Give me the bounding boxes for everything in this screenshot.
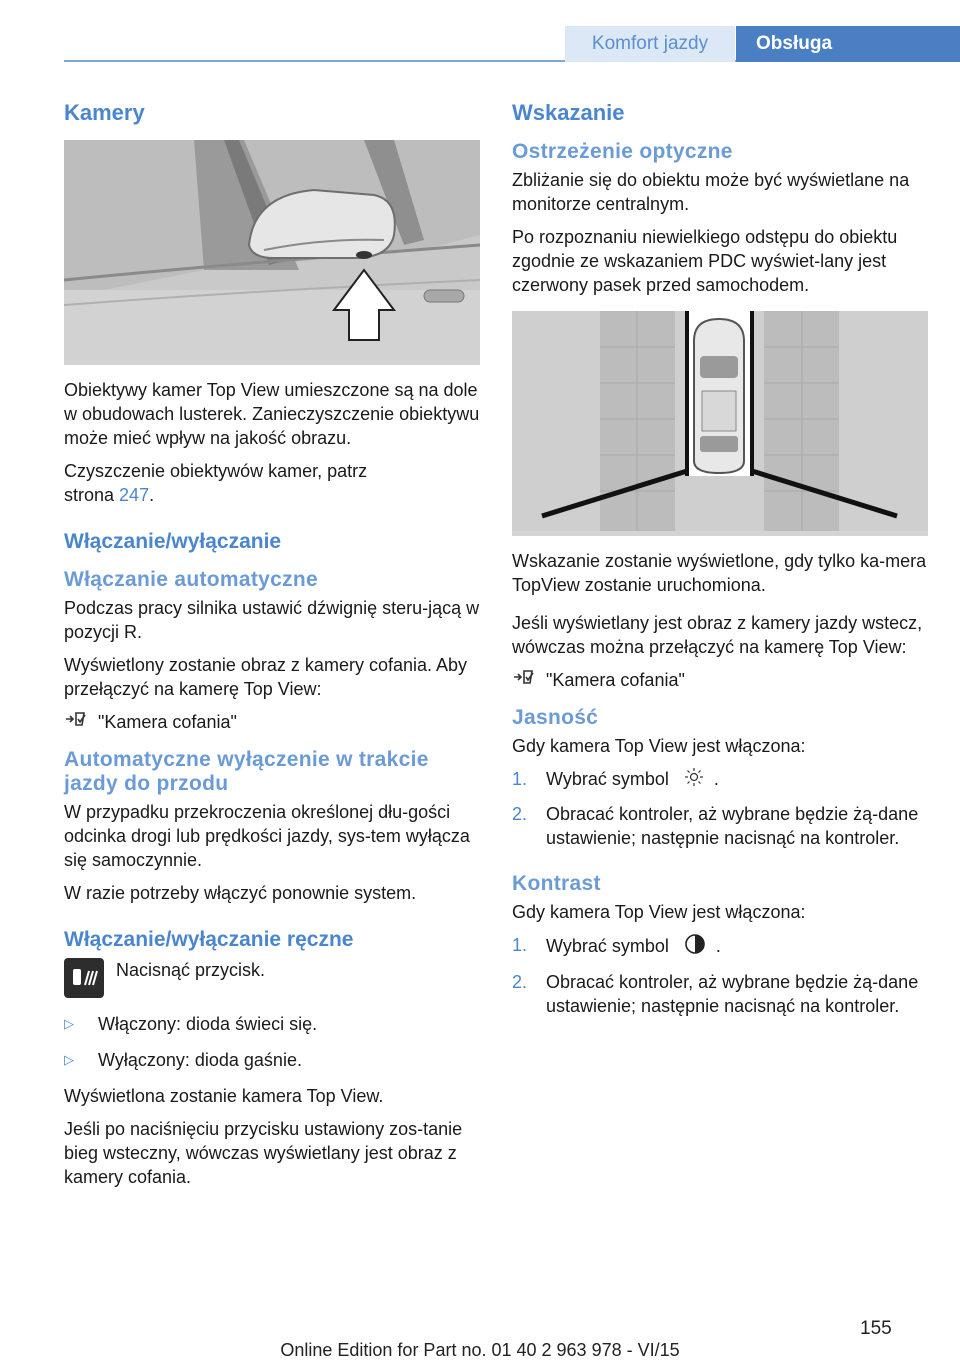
rear-camera-label-right: "Kamera cofania"	[546, 670, 685, 690]
sun-icon	[684, 767, 704, 793]
heading-display: Wskazanie	[512, 100, 625, 125]
heading-optical: Ostrzeżenie optyczne	[512, 140, 733, 163]
section-tab[interactable]: Komfort jazdy	[565, 26, 735, 62]
heading-on-off: Włączanie/wyłączanie	[64, 530, 282, 553]
list-item	[512, 767, 928, 793]
heading-manual: Włączanie/wyłączanie ręczne	[64, 928, 354, 951]
cleaning-page-word: strona	[64, 485, 115, 505]
contrast-intro: Gdy kamera Top View jest włączona:	[512, 902, 806, 923]
heading-auto-off: Automatyczne wyłączenie w trakcie jazdy do przodu	[64, 748, 429, 795]
triangle-bullet-icon: ▷	[64, 1052, 74, 1067]
chapter-tab[interactable]: Obsługa	[736, 26, 960, 62]
lenses-text: Obiektywy kamer Top View umieszczone są na dole w obudowach lusterek. Zanieczyszczenie obiektywu może mieć wpływ na jakość obrazu.	[64, 380, 480, 448]
right-column	[512, 100, 928, 1027]
auto-text-2: Wyświetlony zostanie obraz z kamery cofania. Aby przełączyć na kamerę Top View:	[64, 655, 468, 699]
step-text: Obracać kontroler, aż wybrane będzie żą‐dane ustawienie; następnie nacisnąć na kontroler.	[546, 972, 919, 1017]
list-item	[512, 802, 928, 850]
park-view-button-icon	[64, 958, 104, 998]
step-end: .	[715, 936, 721, 956]
button-row	[64, 958, 480, 998]
left-column	[64, 100, 480, 1198]
camera-icon	[64, 710, 98, 734]
step-number: 2.	[512, 972, 528, 993]
optical-text-1: Zbliżanie się do obiektu może być wyświetlane na monitorze centralnym.	[512, 170, 910, 214]
contrast-icon	[684, 933, 706, 961]
brightness-steps	[512, 767, 928, 850]
rear-camera-line-right	[512, 668, 928, 692]
list-item	[64, 1012, 480, 1036]
step-number: 1.	[512, 769, 528, 789]
press-button-text: Nacisnąć przycisk.	[116, 960, 266, 980]
step-number: 1.	[512, 935, 528, 956]
cleaning-ref-text: Czyszczenie obiektywów kamer, patrz	[64, 461, 368, 481]
step-number: 2.	[512, 804, 528, 825]
heading-contrast: Kontrast	[512, 872, 601, 896]
bullet-on-text: Włączony: dioda świeci się.	[98, 1014, 318, 1034]
rear-camera-line	[64, 710, 480, 734]
auto-off-text-2: W razie potrzeby włączyć ponownie system.	[64, 883, 417, 903]
camera-icon	[512, 668, 546, 692]
led-status-list	[64, 1012, 480, 1072]
list-item	[512, 970, 928, 1018]
top-view-display-image	[512, 311, 928, 536]
list-item	[512, 933, 928, 961]
rear-camera-label: "Kamera cofania"	[98, 712, 237, 732]
step-end: .	[713, 769, 719, 789]
auto-text-1: Podczas pracy silnika ustawić dźwignię steru‐jącą w pozycji R.	[64, 598, 480, 642]
edition-footer: Online Edition for Part no. 01 40 2 963 978 - VI/15	[280, 1340, 680, 1360]
step-text: Obracać kontroler, aż wybrane będzie żą‐dane ustawienie; następnie nacisnąć na kontroler.	[546, 804, 919, 849]
auto-off-text-1: W przypadku przekroczenia określonej dłu‐gości odcinka drogi lub prędkości jazdy, sys‐tem wyłącza się samoczynnie.	[64, 802, 470, 870]
bullet-off-text: Wyłączony: dioda gaśnie.	[98, 1050, 302, 1070]
list-item	[64, 1048, 480, 1072]
step-text: Wybrać symbol	[546, 936, 669, 956]
shown-text: Wskazanie zostanie wyświetlone, gdy tylko ka‐mera TopView zostanie uruchomiona.	[512, 551, 927, 595]
manual-text-1: Wyświetlona zostanie kamera Top View.	[64, 1086, 384, 1106]
optical-text-2: Po rozpoznaniu niewielkiego odstępu do obiektu zgodnie ze wskazaniem PDC wyświet‐lany jest czerwony pasek przed samochodem.	[512, 227, 898, 295]
heading-auto-on: Włączanie automatyczne	[64, 568, 319, 591]
triangle-bullet-icon: ▷	[64, 1016, 74, 1031]
cleaning-text	[64, 459, 480, 507]
heading-cameras: Kamery	[64, 100, 145, 125]
brightness-intro: Gdy kamera Top View jest włączona:	[512, 736, 806, 756]
step-text: Wybrać symbol	[546, 769, 669, 789]
page-link-247[interactable]: 247	[119, 485, 150, 505]
contrast-steps	[512, 933, 928, 1018]
page-number: 155	[860, 1318, 892, 1339]
cleaning-period: .	[149, 485, 155, 505]
manual-text-2: Jeśli po naciśnięciu przycisku ustawiony zos‐tanie bieg wsteczny, wówczas wyświetlany jest obraz z kamery cofania.	[64, 1119, 463, 1187]
heading-brightness: Jasność	[512, 706, 599, 729]
mirror-camera-image	[64, 140, 480, 365]
reverse-text: Jeśli wyświetlany jest obraz z kamery jazdy wstecz, wówczas można przełączyć na kamerę Top View:	[512, 613, 923, 657]
